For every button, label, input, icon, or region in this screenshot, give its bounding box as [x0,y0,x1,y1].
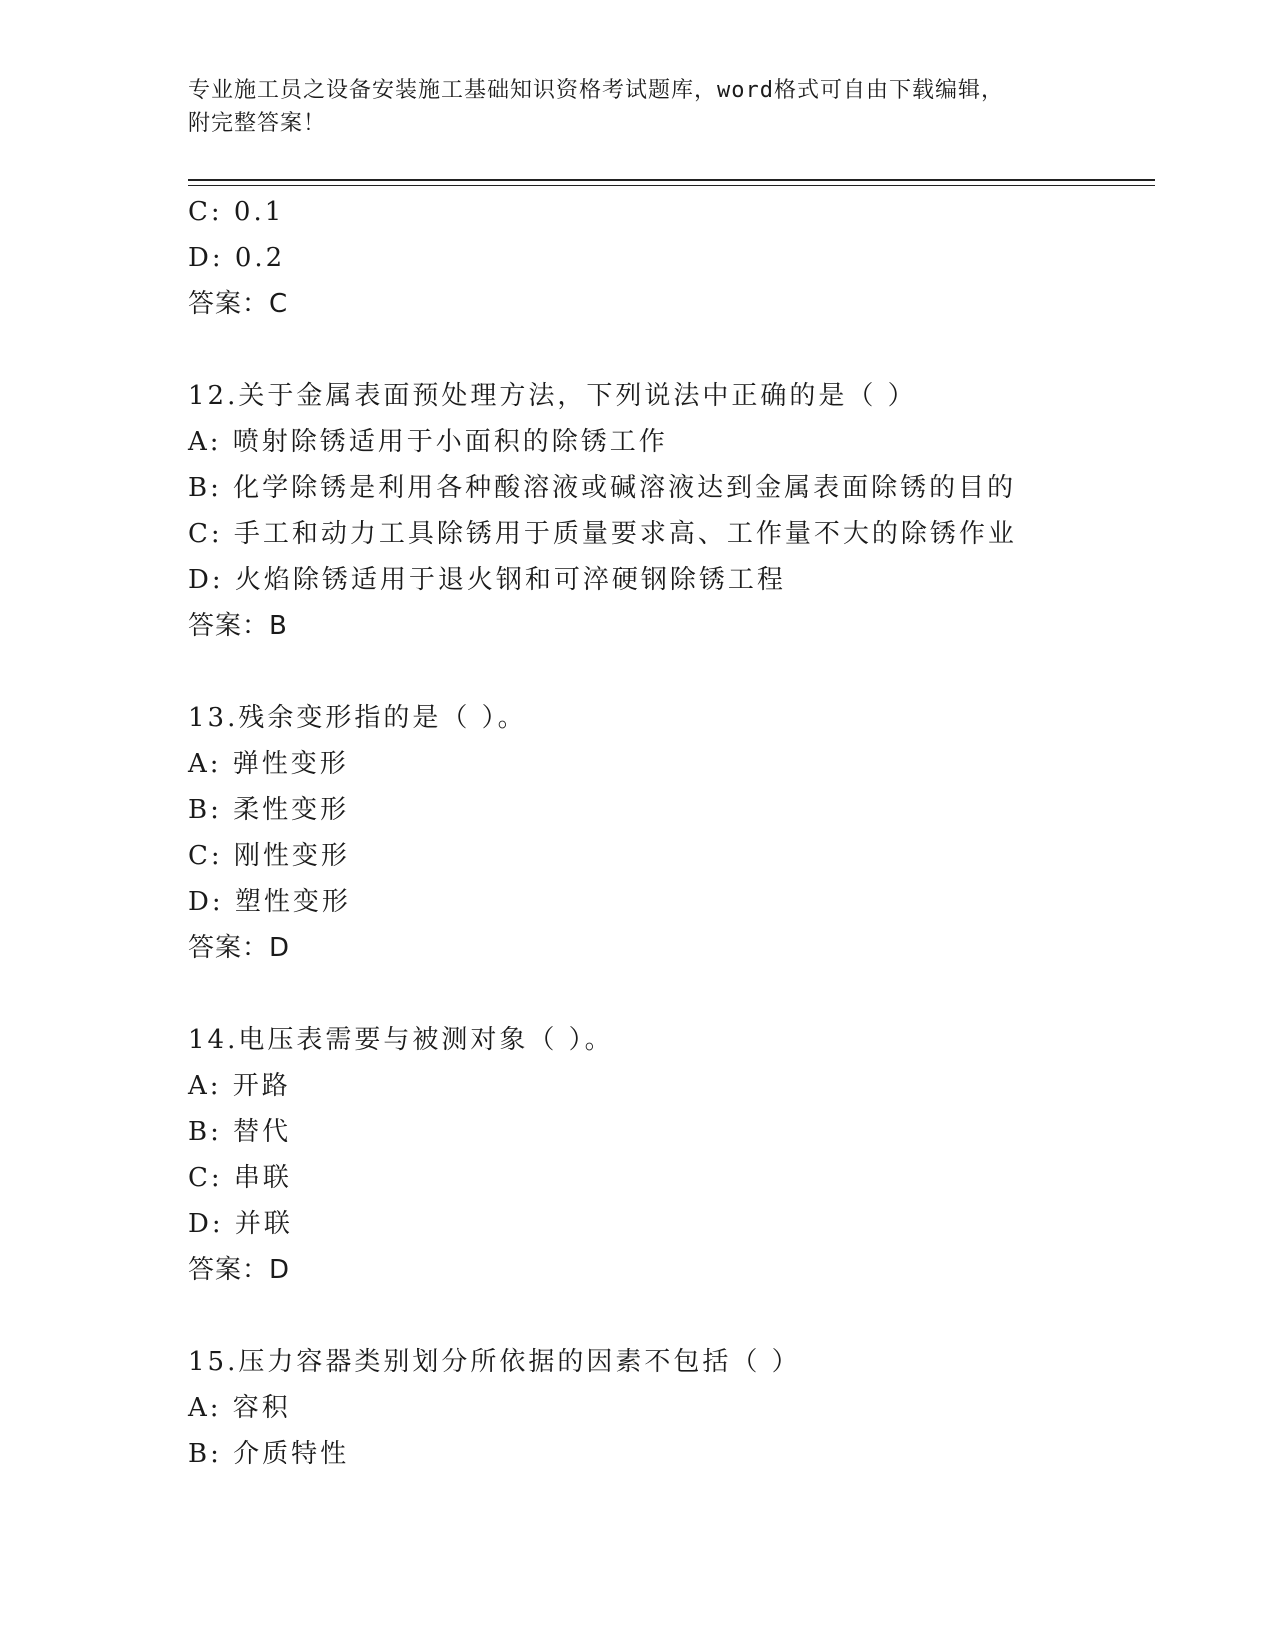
spacer [188,1293,1155,1339]
answer-line: 答案：B [188,611,288,641]
option-line: A: 喷射除锈适用于小面积的除锈工作 [188,427,668,457]
spacer [188,327,1155,373]
header-line-2: 附完整答案！ [188,111,327,136]
question-text: 14.电压表需要与被测对象（ ）。 [188,1025,614,1055]
question-text: 12.关于金属表面预处理方法，下列说法中正确的是（ ） [188,381,917,411]
spacer [188,971,1155,1017]
answer-line: 答案：D [188,933,291,963]
option-line: A: 容积 [188,1393,291,1423]
option-line: C: 0.1 [188,197,285,227]
answer-line: 答案：D [188,1255,291,1285]
option-line: C: 串联 [188,1163,292,1193]
option-line: D: 火焰除锈适用于退火钢和可淬硬钢除锈工程 [188,565,786,595]
option-line: D: 0.2 [188,243,286,273]
document-header [188,74,1068,140]
option-line: B: 替代 [188,1117,292,1147]
option-line: B: 化学除锈是利用各种酸溶液或碱溶液达到金属表面除锈的目的 [188,473,1017,503]
spacer [188,649,1155,695]
header-divider-thick [188,179,1155,181]
option-line: B: 柔性变形 [188,795,350,825]
option-line: D: 塑性变形 [188,887,351,917]
question-text: 13.残余变形指的是（ ）。 [188,703,527,733]
question-list [188,189,1155,1477]
option-line: D: 并联 [188,1209,293,1239]
option-line: C: 手工和动力工具除锈用于质量要求高、工作量不大的除锈作业 [188,519,1017,549]
question-text: 15.压力容器类别划分所依据的因素不包括（ ） [188,1347,801,1377]
header-divider-thin [188,185,1155,186]
option-line: A: 弹性变形 [188,749,349,779]
answer-line: 答案：C [188,289,289,319]
option-line: A: 开路 [188,1071,291,1101]
header-line-1: 专业施工员之设备安装施工基础知识资格考试题库，word格式可自由下载编辑， [188,78,1004,103]
option-line: C: 刚性变形 [188,841,350,871]
option-line: B: 介质特性 [188,1439,350,1469]
